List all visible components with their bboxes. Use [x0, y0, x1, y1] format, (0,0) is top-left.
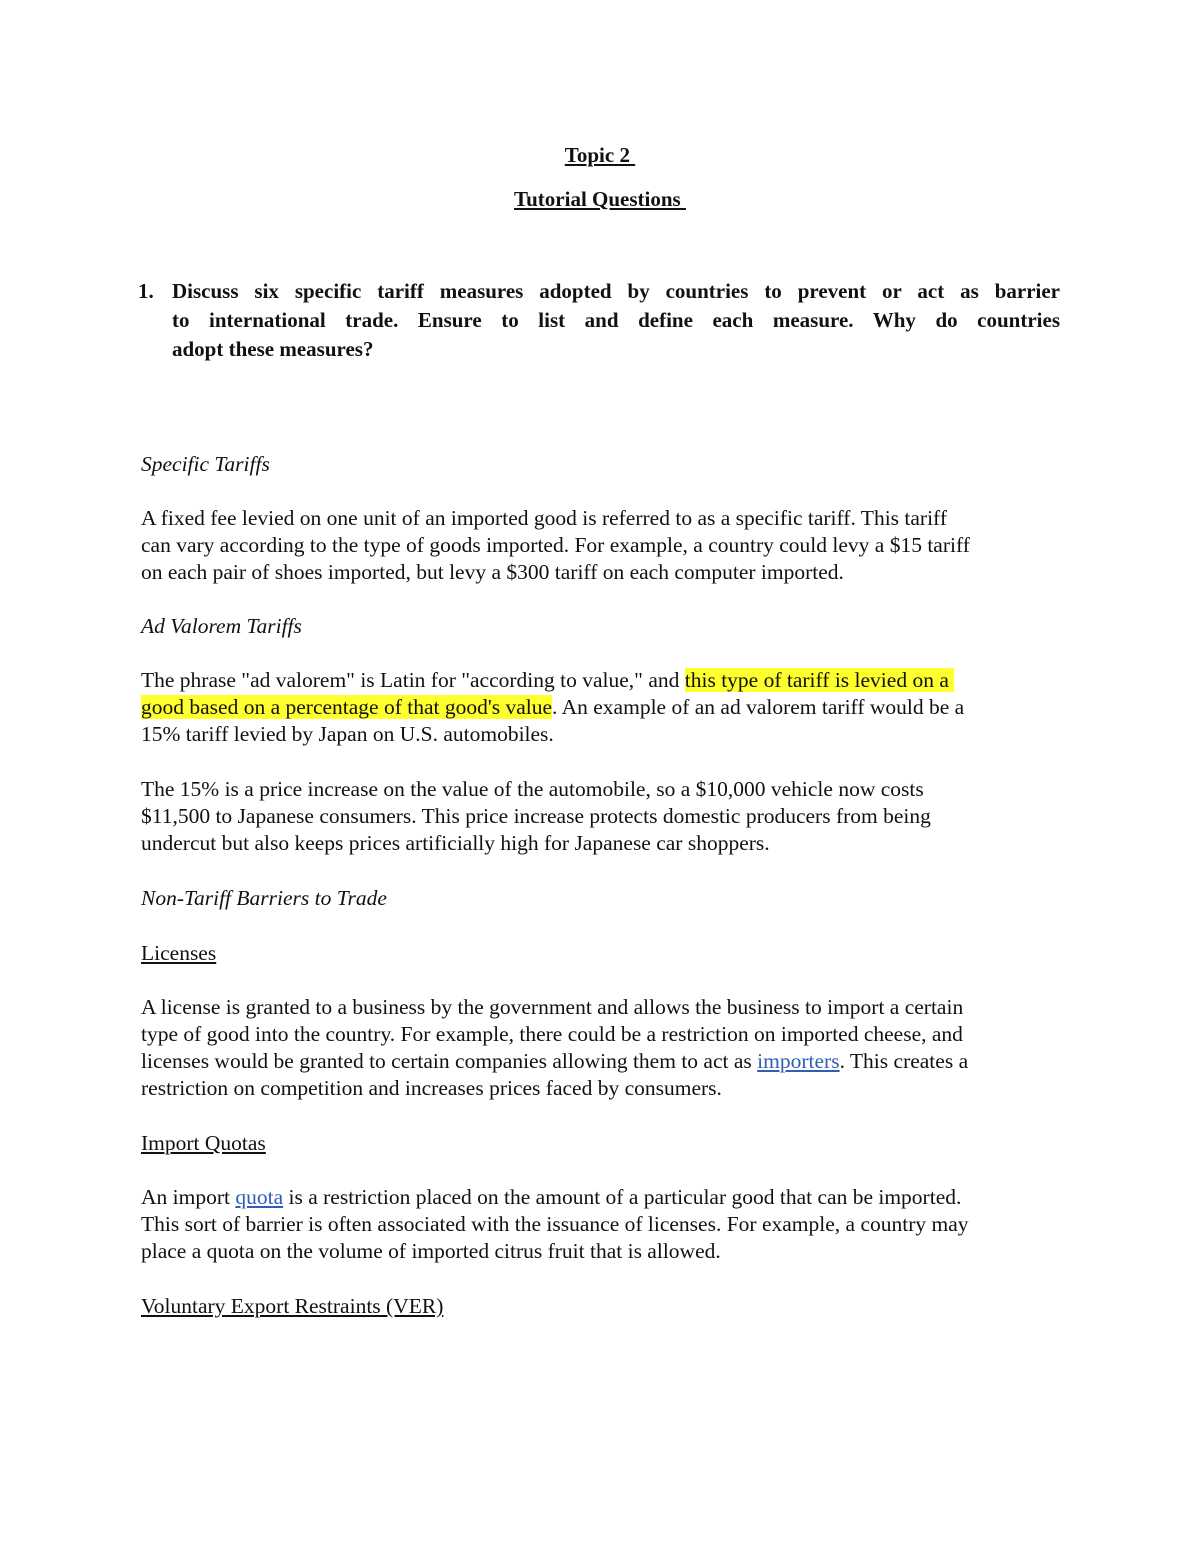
specific-tariffs-paragraph	[141, 505, 1071, 586]
paragraph-text: is a restriction placed on the amount of a particular good that can be imported.	[283, 1185, 962, 1209]
paragraph-line	[141, 1184, 1071, 1211]
document-title: Topic 2	[564, 143, 636, 167]
paragraph-line: The 15% is a price increase on the value of the automobile, so a $10,000 vehicle now costs	[141, 777, 924, 801]
paragraph-text: . An example of an ad valorem tariff would be a	[552, 695, 965, 719]
paragraph-line: can vary according to the type of goods imported. For example, a country could levy a $15 tariff	[141, 533, 970, 557]
paragraph-line: $11,500 to Japanese consumers. This price increase protects domestic producers from being	[141, 804, 931, 828]
paragraph-line	[141, 1048, 1071, 1075]
licenses-paragraph	[141, 994, 1071, 1102]
paragraph-line	[141, 667, 1071, 694]
section-heading: Licenses	[141, 941, 217, 965]
ad-valorem-heading	[141, 613, 1071, 640]
paragraph-text: . This creates a	[839, 1049, 969, 1073]
quota-link[interactable]: quota	[235, 1185, 284, 1209]
section-heading: Import Quotas	[141, 1131, 266, 1155]
ad-valorem-paragraph	[141, 667, 1071, 748]
paragraph-line: A fixed fee levied on one unit of an imported good is referred to as a specific tariff. This tariff	[141, 506, 947, 530]
importers-link[interactable]: importers	[757, 1049, 840, 1073]
paragraph-line: A license is granted to a business by the government and allows the business to import a certain	[141, 995, 964, 1019]
section-heading: Voluntary Export Restraints (VER)	[141, 1294, 444, 1318]
document-subtitle: Tutorial Questions	[514, 187, 686, 211]
question-1	[138, 277, 1060, 364]
highlighted-text: good based on a percentage of that good's value	[141, 695, 553, 719]
paragraph-line: 15% tariff levied by Japan on U.S. automobiles.	[141, 722, 554, 746]
section-heading: Non-Tariff Barriers to Trade	[141, 886, 387, 910]
ver-heading	[141, 1293, 1071, 1320]
paragraph-text: An import	[141, 1185, 236, 1209]
paragraph-line: on each pair of shoes imported, but levy a $300 tariff on each computer imported.	[141, 560, 844, 584]
paragraph-line	[141, 694, 1071, 721]
question-line: to international trade. Ensure to list and define each measure. Why do countries	[172, 308, 1060, 332]
section-heading: Ad Valorem Tariffs	[141, 614, 302, 638]
paragraph-line: undercut but also keeps prices artificially high for Japanese car shoppers.	[141, 831, 770, 855]
import-quotas-heading	[141, 1130, 1071, 1157]
section-heading: Specific Tariffs	[141, 452, 270, 476]
paragraph-text: The phrase "ad valorem" is Latin for "according to value," and	[141, 668, 685, 692]
paragraph-line: type of good into the country. For example, there could be a restriction on imported cheese, and	[141, 1022, 963, 1046]
question-line: Discuss six specific tariff measures adopted by countries to prevent or act as barrier	[172, 279, 1060, 303]
non-tariff-heading	[141, 885, 1071, 912]
paragraph-line: place a quota on the volume of imported citrus fruit that is allowed.	[141, 1239, 721, 1263]
question-number: 1.	[138, 279, 154, 303]
import-quotas-paragraph	[141, 1184, 1071, 1265]
paragraph-line: This sort of barrier is often associated with the issuance of licenses. For example, a country may	[141, 1212, 969, 1236]
paragraph-text: licenses would be granted to certain companies allowing them to act as	[141, 1049, 758, 1073]
question-line: adopt these measures?	[172, 337, 374, 361]
specific-tariffs-heading	[141, 451, 1071, 478]
ad-valorem-paragraph-2	[141, 776, 1071, 857]
highlighted-text: this type of tariff is levied on a	[684, 668, 955, 692]
paragraph-line: restriction on competition and increases prices faced by consumers.	[141, 1076, 722, 1100]
licenses-heading	[141, 940, 1071, 967]
